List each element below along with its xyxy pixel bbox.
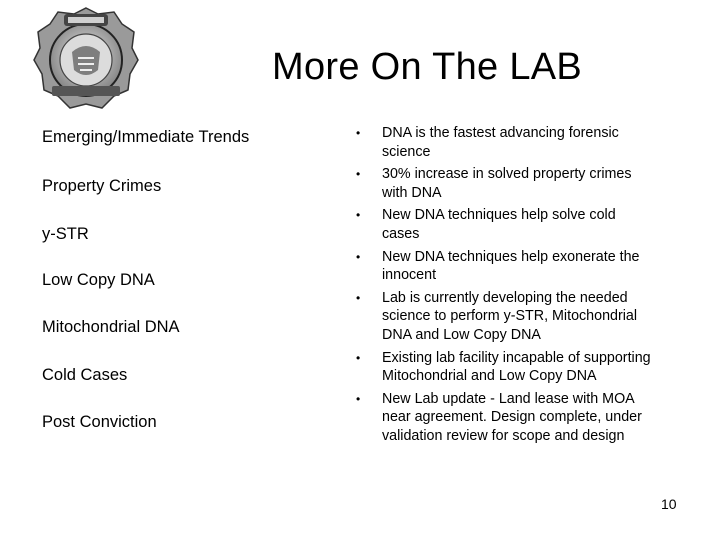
bullet-item: [356, 248, 656, 285]
bullet-marker: •: [356, 290, 361, 305]
bullet-text: New DNA techniques help exonerate the innocent: [382, 248, 640, 284]
bullet-item: [356, 124, 656, 161]
bullet-marker: •: [356, 350, 361, 365]
topic-item: Low Copy DNA: [42, 271, 155, 289]
bullet-marker: •: [356, 126, 361, 140]
bullet-item: [356, 289, 656, 345]
page-number: 10: [661, 496, 677, 512]
bullet-text: Existing lab facility incapable of supporting Mitochondrial and Low Copy DNA: [382, 349, 651, 385]
topic-item: Post Conviction: [42, 413, 157, 431]
topic-item: Emerging/Immediate Trends: [42, 128, 250, 146]
topic-item: Mitochondrial DNA: [42, 318, 180, 336]
bullet-marker: •: [356, 249, 361, 264]
bullet-item: [356, 165, 656, 202]
bullet-text: New DNA techniques help solve cold cases: [382, 207, 616, 242]
bullet-item: [356, 390, 656, 446]
bullet-text: 30% increase in solved property crimes with DNA: [382, 166, 632, 201]
bullet-item: [356, 349, 656, 386]
slide-title: More On The LAB: [272, 46, 583, 88]
bullet-marker: •: [356, 208, 361, 223]
bullet-marker: •: [356, 167, 361, 182]
bullet-text: DNA is the fastest advancing forensic science: [382, 125, 619, 160]
topic-item: y-STR: [42, 225, 89, 243]
topic-item: Cold Cases: [42, 366, 128, 384]
bullet-list: [356, 124, 656, 450]
bullet-marker: •: [356, 391, 361, 406]
topic-item: Property Crimes: [42, 177, 162, 195]
police-badge-icon: [32, 4, 140, 112]
bullet-text: New Lab update - Land lease with MOA near agreement. Design complete, under validation review for scope and design: [382, 390, 642, 444]
bullet-item: [356, 206, 656, 243]
bullet-text: Lab is currently developing the needed science to perform y-STR, Mitochondrial DNA and Low Copy DNA: [382, 289, 638, 343]
